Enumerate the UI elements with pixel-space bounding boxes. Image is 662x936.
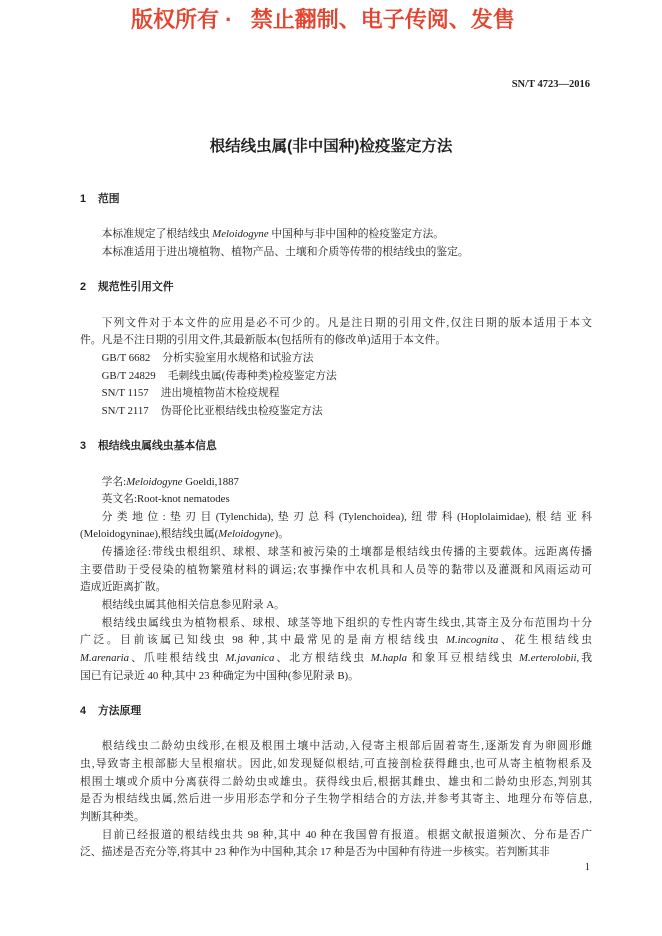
section-title: 范围	[98, 193, 120, 205]
paragraph	[80, 474, 592, 492]
paragraph	[80, 738, 592, 826]
text-run: 主要借助于受侵染的植物繁殖材料的调运;农事操作中农机具和人员等的黏带以及灌溉和风雨运动可	[80, 563, 592, 576]
section-heading	[80, 703, 592, 721]
reference-title: 分析实验室用水规格和试验方法	[162, 351, 314, 364]
text-line	[80, 315, 592, 333]
text-run: 本标准适用于进出境植物、植物产品、土壤和介质等传带的根结线虫的鉴定。	[101, 245, 469, 258]
text-line	[80, 738, 592, 756]
text-line	[80, 774, 592, 792]
text-run: 、北方根结线虫	[274, 652, 371, 665]
scientific-name: M.hapla	[370, 652, 408, 665]
scientific-name: M.incognita	[445, 634, 499, 647]
text-run: 虫,导致寄主根部膨大呈根瘤状。因此,如发现疑似根结,可直接剖检获得雌虫,也可从寄主植物根系及	[80, 758, 592, 770]
text-line	[80, 244, 592, 262]
text-line	[80, 844, 592, 862]
section-3	[80, 438, 592, 685]
text-line	[80, 615, 592, 633]
scientific-name: M.arenaria	[80, 652, 130, 665]
text-line	[80, 597, 592, 615]
text-run: Goeldi,1887	[182, 475, 239, 488]
text-line	[80, 579, 592, 597]
paragraph	[80, 597, 592, 615]
text-run: 根围土壤或介质中分离获得二龄幼虫或雄虫。获得线虫后,根据其雌虫、雄虫和二龄幼虫形态,判别其	[80, 775, 592, 788]
section-number: 4	[80, 705, 87, 718]
reference-title: 毛刺线虫属(传毒种类)检疫鉴定方法	[167, 369, 337, 382]
paragraph	[80, 226, 592, 244]
section-4	[80, 703, 592, 862]
paragraph	[80, 509, 592, 544]
text-line	[80, 385, 592, 403]
text-line	[80, 632, 592, 650]
document-body	[80, 191, 592, 862]
paragraph	[80, 315, 592, 350]
paragraph	[80, 491, 592, 509]
section-number: 1	[80, 193, 87, 205]
text-line	[80, 562, 592, 580]
text-line	[80, 756, 592, 774]
text-line	[80, 827, 592, 845]
reference-title: 进出境植物苗木检疫规程	[160, 387, 280, 400]
text-line	[80, 350, 592, 368]
text-run: (Meloidogyninae),根结线虫属(	[80, 528, 219, 541]
text-line	[80, 509, 592, 527]
text-line	[80, 809, 592, 827]
text-line	[80, 491, 592, 509]
text-run: 分类地位:垫刃目(Tylenchida),垫刃总科(Tylenchoidea),纽带科(Hoplolaimidae),根结亚科	[101, 510, 592, 523]
text-run: 学名:	[101, 475, 127, 488]
text-run: 目前已经报道的根结线虫共 98 种,其中 40 种在我国曾有报道。根据文献报道频次、分布是否广	[101, 828, 592, 841]
section-number: 3	[80, 440, 87, 453]
scientific-name: Meloidogyne	[126, 475, 183, 488]
text-line	[80, 791, 592, 809]
text-run: 下列文件对于本文件的应用是必不可少的。凡是注日期的引用文件,仅注日期的版本适用于本文	[101, 316, 592, 329]
text-line	[80, 226, 592, 244]
section-heading	[80, 438, 592, 456]
section-1	[80, 191, 592, 262]
paragraph	[80, 827, 592, 862]
text-line	[80, 668, 592, 686]
section-title: 规范性引用文件	[98, 281, 174, 294]
text-run: ,我	[576, 652, 592, 665]
text-run: 判断其种类。	[80, 810, 145, 823]
text-run: 是否为根结线虫属,然后进一步用形态学和分子生物学相结合的方法,并参考其寄主、地理分布等信息,	[80, 793, 592, 806]
text-run: 造成近距离扩散。	[80, 581, 167, 594]
paragraph	[80, 544, 592, 597]
text-line	[80, 332, 592, 350]
scientific-name: Meloidogyne	[218, 528, 275, 541]
scientific-name: M.javanica	[225, 652, 275, 665]
text-run: 件。凡是不注日期的引用文件,其最新版本(包括所有的修改单)适用于本文件。	[80, 334, 447, 347]
section-2	[80, 279, 592, 420]
reference-title: 伪哥伦比亚根结线虫检疫鉴定方法	[160, 404, 323, 417]
section-number: 2	[80, 281, 87, 294]
section-title: 根结线虫属线虫基本信息	[98, 440, 217, 453]
reference-item	[80, 350, 592, 368]
text-run: 、爪哇根结线虫	[129, 652, 226, 665]
reference-code: GB/T 6682	[101, 351, 151, 364]
text-line	[80, 474, 592, 492]
text-run: 英文名:Root-knot nematodes	[101, 493, 230, 506]
document-title: 根结线虫属(非中国种)检疫鉴定方法	[209, 138, 453, 155]
section-heading	[80, 279, 592, 297]
text-run: 国已有记录近 40 种,其中 23 种确定为中国种(参见附录 B)。	[80, 669, 359, 682]
scientific-name: Meloidogyne	[212, 228, 269, 241]
reference-item	[80, 403, 592, 421]
section-title: 方法原理	[98, 705, 142, 718]
page-number: 1	[584, 862, 590, 873]
text-run: 、花生根结线虫	[498, 634, 593, 647]
text-line	[80, 526, 592, 544]
text-run: 根结线虫二龄幼虫线形,在根及根围土壤中活动,入侵寄主根部后固着寄生,逐渐发育为卵圆形雌	[101, 740, 592, 753]
reference-item	[80, 385, 592, 403]
paragraph	[80, 615, 592, 686]
paragraph	[80, 244, 592, 262]
reference-item	[80, 368, 592, 386]
text-run: 和象耳豆根结线虫	[407, 652, 519, 665]
text-run: 传播途径:带线虫根组织、球根、球茎和被污染的土壤都是根结线虫传播的主要载体。远距离传播	[101, 546, 592, 559]
text-run: 中国种与非中国种的检疫鉴定方法。	[268, 228, 445, 241]
copyright-banner: 版权所有 · 禁止翻制、电子传阅、发售	[131, 7, 515, 32]
standard-number: SN/T 4723—2016	[511, 79, 590, 90]
text-run: 本标准规定了根结线虫	[101, 228, 213, 241]
text-line	[80, 650, 592, 668]
reference-code: SN/T 2117	[101, 404, 149, 417]
scientific-name: M.erterolobii	[519, 652, 577, 665]
reference-code: SN/T 1157	[101, 387, 149, 400]
text-line	[80, 368, 592, 386]
text-run: 根结线虫属线虫为植物根系、球根、球茎等地下组织的专性内寄生线虫,其寄主及分布范围均十分	[101, 616, 592, 629]
section-heading	[80, 191, 592, 209]
text-run: 广泛。目前该属已知线虫 98 种,其中最常见的是南方根结线虫	[80, 634, 446, 647]
reference-code: GB/T 24829	[101, 369, 156, 382]
text-run: )。	[274, 528, 290, 541]
text-run: 根结线虫属其他相关信息参见附录 A。	[101, 599, 285, 612]
text-line	[80, 544, 592, 562]
text-run: 泛、描述是否充分等,将其中 23 种作为中国种,其余 17 种是否为中国种有待进一步核实。若判断其非	[80, 846, 550, 859]
text-line	[80, 403, 592, 421]
